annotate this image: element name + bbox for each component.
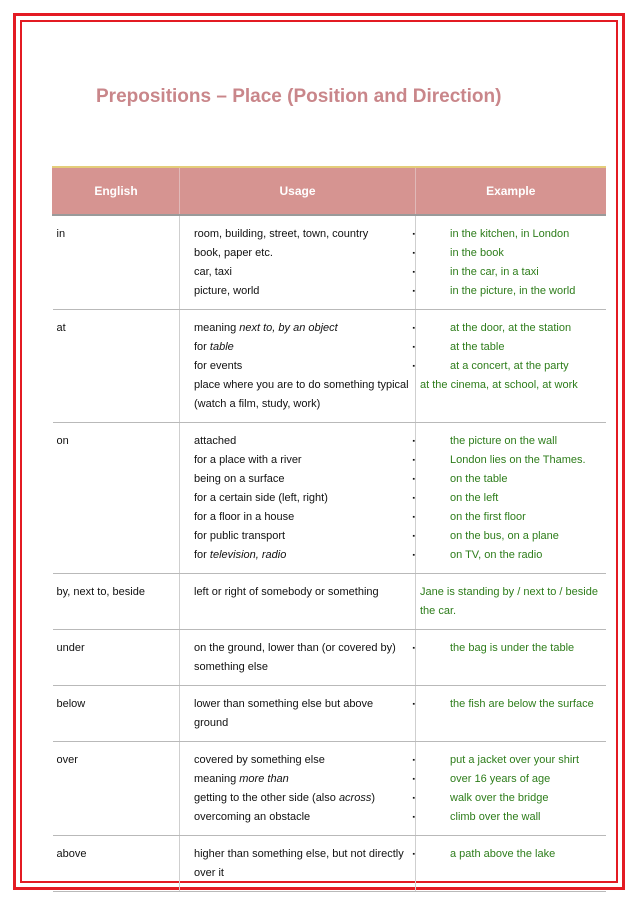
example-line: in the car, in a taxi <box>450 266 539 278</box>
usage-cell <box>180 574 416 630</box>
example-line: over 16 years of age <box>450 773 551 785</box>
usage-text: book, paper etc. <box>194 247 273 259</box>
usage-line <box>194 639 415 677</box>
english-cell: by, next to, beside <box>53 574 180 630</box>
example-line: in the book <box>450 247 504 259</box>
usage-text-emphasis: across <box>338 792 372 804</box>
usage-text-post: ) <box>371 792 376 804</box>
usage-text: for a floor in a house <box>194 511 295 523</box>
example-line: at a concert, at the party <box>450 360 569 372</box>
usage-line <box>194 470 415 489</box>
usage-cell <box>180 742 416 836</box>
usage-line <box>194 583 411 602</box>
example-line: climb over the wall <box>450 811 541 823</box>
usage-text: overcoming an obstacle <box>194 811 311 823</box>
square-bullet-icon: ▪ <box>412 814 415 821</box>
example-cell <box>416 310 606 423</box>
table-body <box>53 215 606 892</box>
table-row <box>53 686 606 742</box>
usage-cell <box>180 686 416 742</box>
example-line: on the left <box>450 492 499 504</box>
example-line: on the bus, on a plane <box>450 530 559 542</box>
usage-line <box>194 489 415 508</box>
usage-text <box>194 338 407 357</box>
square-bullet-icon: ▪ <box>412 457 415 464</box>
usage-text-pre: getting to the other side (also <box>194 792 339 804</box>
usage-text-pre: for <box>194 549 210 561</box>
usage-text <box>194 789 407 808</box>
square-bullet-icon: ▪ <box>412 476 415 483</box>
square-bullet-icon: ▪ <box>412 645 415 652</box>
usage-line <box>194 508 415 527</box>
square-bullet-icon: ▪ <box>412 438 415 445</box>
usage-text: for a certain side (left, right) <box>194 492 328 504</box>
square-bullet-icon: ▪ <box>412 231 415 238</box>
example-line: at the cinema, at school, at work <box>420 379 578 391</box>
usage-cell <box>180 310 416 423</box>
english-cell: in <box>53 215 180 310</box>
example-line: walk over the bridge <box>450 792 549 804</box>
usage-text: room, building, street, town, country <box>194 228 369 240</box>
usage-cell <box>180 630 416 686</box>
english-cell: at <box>53 310 180 423</box>
usage-line <box>194 376 411 414</box>
square-bullet-icon: ▪ <box>412 288 415 295</box>
example-line: London lies on the Thames. <box>450 454 586 466</box>
usage-text: left or right of somebody or something <box>194 586 379 598</box>
table-row <box>53 574 606 630</box>
example-line: the fish are below the surface <box>450 698 594 710</box>
usage-line <box>194 451 415 470</box>
english-cell: under <box>53 630 180 686</box>
square-bullet-icon: ▪ <box>412 533 415 540</box>
example-line: the bag is under the table <box>450 642 575 654</box>
usage-cell <box>180 215 416 310</box>
square-bullet-icon: ▪ <box>412 495 415 502</box>
usage-text-emphasis: more than <box>239 773 289 785</box>
square-bullet-icon: ▪ <box>412 363 415 370</box>
usage-text-emphasis: next to, by an object <box>239 322 338 334</box>
usage-line <box>194 845 415 883</box>
page-title: Prepositions – Place (Position and Direction) <box>96 86 502 107</box>
usage-text <box>194 770 407 789</box>
usage-text: attached <box>194 435 237 447</box>
square-bullet-icon: ▪ <box>412 269 415 276</box>
example-line: on the first floor <box>450 511 526 523</box>
table-row <box>53 630 606 686</box>
usage-text: for a place with a river <box>194 454 302 466</box>
usage-text <box>194 319 407 338</box>
usage-line <box>194 357 415 376</box>
table-row <box>53 423 606 574</box>
example-line: a path above the lake <box>450 848 556 860</box>
square-bullet-icon: ▪ <box>412 851 415 858</box>
example-line: on the table <box>450 473 508 485</box>
usage-line <box>194 319 415 338</box>
example-line: in the kitchen, in London <box>450 228 570 240</box>
square-bullet-icon: ▪ <box>412 250 415 257</box>
square-bullet-icon: ▪ <box>412 344 415 351</box>
usage-text: picture, world <box>194 285 260 297</box>
example-line: at the table <box>450 341 505 353</box>
usage-line <box>194 770 415 789</box>
english-cell: below <box>53 686 180 742</box>
square-bullet-icon: ▪ <box>412 757 415 764</box>
usage-text-emphasis: television, radio <box>209 549 287 561</box>
usage-text-pre: for <box>194 341 210 353</box>
example-line: the picture on the wall <box>450 435 558 447</box>
square-bullet-icon: ▪ <box>412 795 415 802</box>
usage-line <box>194 695 415 733</box>
usage-line <box>194 263 415 282</box>
table-row <box>53 836 606 892</box>
english-cell: on <box>53 423 180 574</box>
usage-line <box>194 338 415 357</box>
example-line: put a jacket over your shirt <box>450 754 580 766</box>
table-header-row <box>53 167 606 215</box>
usage-line <box>194 225 415 244</box>
square-bullet-icon: ▪ <box>412 514 415 521</box>
usage-line <box>194 527 415 546</box>
prepositions-table <box>52 166 606 892</box>
english-cell: above <box>53 836 180 892</box>
usage-text: being on a surface <box>194 473 285 485</box>
square-bullet-icon: ▪ <box>412 325 415 332</box>
header-example: Example <box>416 167 606 215</box>
usage-text: place where you are to do something typical (watch a film, study, work) <box>194 379 409 410</box>
usage-text: for public transport <box>194 530 286 542</box>
square-bullet-icon: ▪ <box>412 701 415 708</box>
example-line: Jane is standing by / next to / beside the car. <box>420 586 598 617</box>
usage-line <box>194 789 415 808</box>
header-english: English <box>53 167 180 215</box>
example-line: in the picture, in the world <box>450 285 576 297</box>
example-line: on TV, on the radio <box>450 549 543 561</box>
usage-text-pre: meaning <box>194 773 240 785</box>
example-cell <box>416 836 606 892</box>
usage-line <box>194 282 415 301</box>
square-bullet-icon: ▪ <box>412 552 415 559</box>
example-cell <box>416 215 606 310</box>
usage-cell <box>180 423 416 574</box>
usage-text-emphasis: table <box>209 341 234 353</box>
table-row <box>53 310 606 423</box>
usage-text <box>194 546 407 565</box>
usage-text: car, taxi <box>194 266 232 278</box>
example-cell <box>416 686 606 742</box>
usage-text: covered by something else <box>194 754 325 766</box>
usage-text: lower than something else but above ground <box>194 698 374 729</box>
usage-line <box>194 808 415 827</box>
usage-text: higher than something else, but not directly over it <box>194 848 404 879</box>
usage-line <box>194 546 415 565</box>
usage-line <box>194 432 415 451</box>
usage-line <box>194 244 415 263</box>
header-usage: Usage <box>180 167 416 215</box>
usage-line <box>194 751 415 770</box>
english-cell: over <box>53 742 180 836</box>
example-cell <box>416 630 606 686</box>
usage-text: for events <box>194 360 243 372</box>
square-bullet-icon: ▪ <box>412 776 415 783</box>
usage-text-pre: meaning <box>194 322 240 334</box>
usage-cell <box>180 836 416 892</box>
table-row <box>53 215 606 310</box>
example-line: at the door, at the station <box>450 322 572 334</box>
example-cell <box>416 423 606 574</box>
usage-text: on the ground, lower than (or covered by) something else <box>194 642 396 673</box>
example-cell <box>416 742 606 836</box>
example-cell <box>416 574 606 630</box>
table-row <box>53 742 606 836</box>
